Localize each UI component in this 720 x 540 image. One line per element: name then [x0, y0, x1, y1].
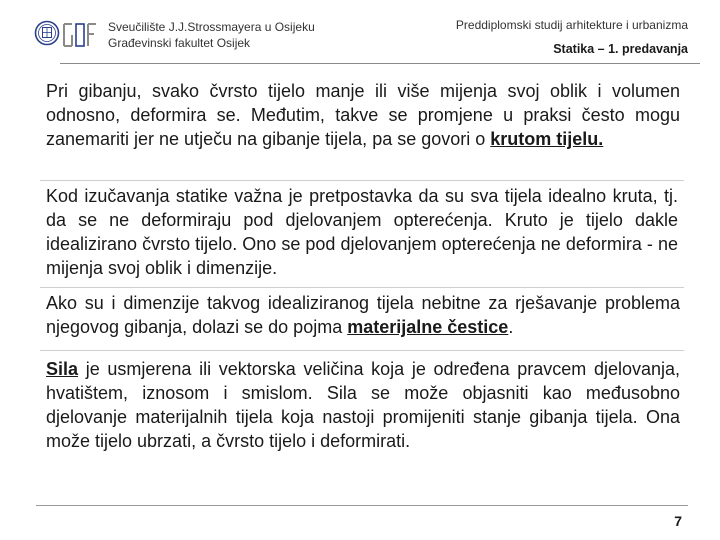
faculty-logo: [34, 16, 100, 52]
university-name: Sveučilište J.J.Strossmayera u Osijeku: [108, 20, 315, 34]
paragraph-text: Kod izučavanja statike važna je pretpostavka da su sva tijela idealno kruta, tj. da se ne deformiraju pod djelovanjem opterećenja. Kruto je tijelo dakle idealizirano čvrsto tijelo. Ono se pod djelovanjem opterećenja ne deformira - ne mijenja svoj oblik i dimenzije.: [46, 186, 678, 278]
block-divider: [40, 287, 684, 288]
paragraph-text: je usmjerena ili vektorska veličina koja je određena pravcem djelovanja, hvatištem, iznosom i smislom. Sila se može objasniti kao međusobno djelovanje materijalnih tijela koja nastoji promijeniti stanje gibanja tijela. Ona može tijelo ubrzati, a čvrsto tijelo i deformirati.: [46, 359, 680, 451]
institution-block: [108, 19, 315, 51]
block-divider: [40, 350, 684, 351]
faculty-name: Građevinski fakultet Osijek: [108, 36, 251, 50]
term-material-particle: materijalne čestice: [347, 317, 509, 337]
paragraph-tail: .: [508, 317, 514, 337]
term-rigid-body: krutom tijelu.: [490, 129, 604, 149]
paragraph-statics-assumption: [46, 184, 678, 280]
header-divider: [60, 63, 700, 64]
block-divider: [40, 180, 684, 181]
course-block: [456, 17, 688, 56]
term-force: Sila: [46, 359, 79, 379]
paragraph-force: [46, 357, 680, 453]
gfos-logo-icon: [34, 16, 100, 52]
paragraph-text: Pri gibanju, svako čvrsto tijelo manje ili više mijenja svoj oblik i volumen odnosno, deformira se. Međutim, takve se promjene u praksi često mogu zanemariti jer ne utječu na gibanje tijela, pa se govori o: [46, 81, 680, 149]
paragraph-text: Ako su i dimenzije takvog idealiziranog tijela nebitne za rješavanje problema njegovog gibanja, dolazi se do pojma: [46, 293, 680, 337]
paragraph-material-particle: [46, 291, 680, 339]
footer-divider: [36, 505, 688, 506]
lecture-title: Statika – 1. predavanja: [553, 42, 688, 56]
page-number: 7: [674, 513, 682, 529]
paragraph-rigid-body: [46, 79, 680, 151]
program-name: Preddiplomski studij arhitekture i urbanizma: [455, 18, 688, 32]
